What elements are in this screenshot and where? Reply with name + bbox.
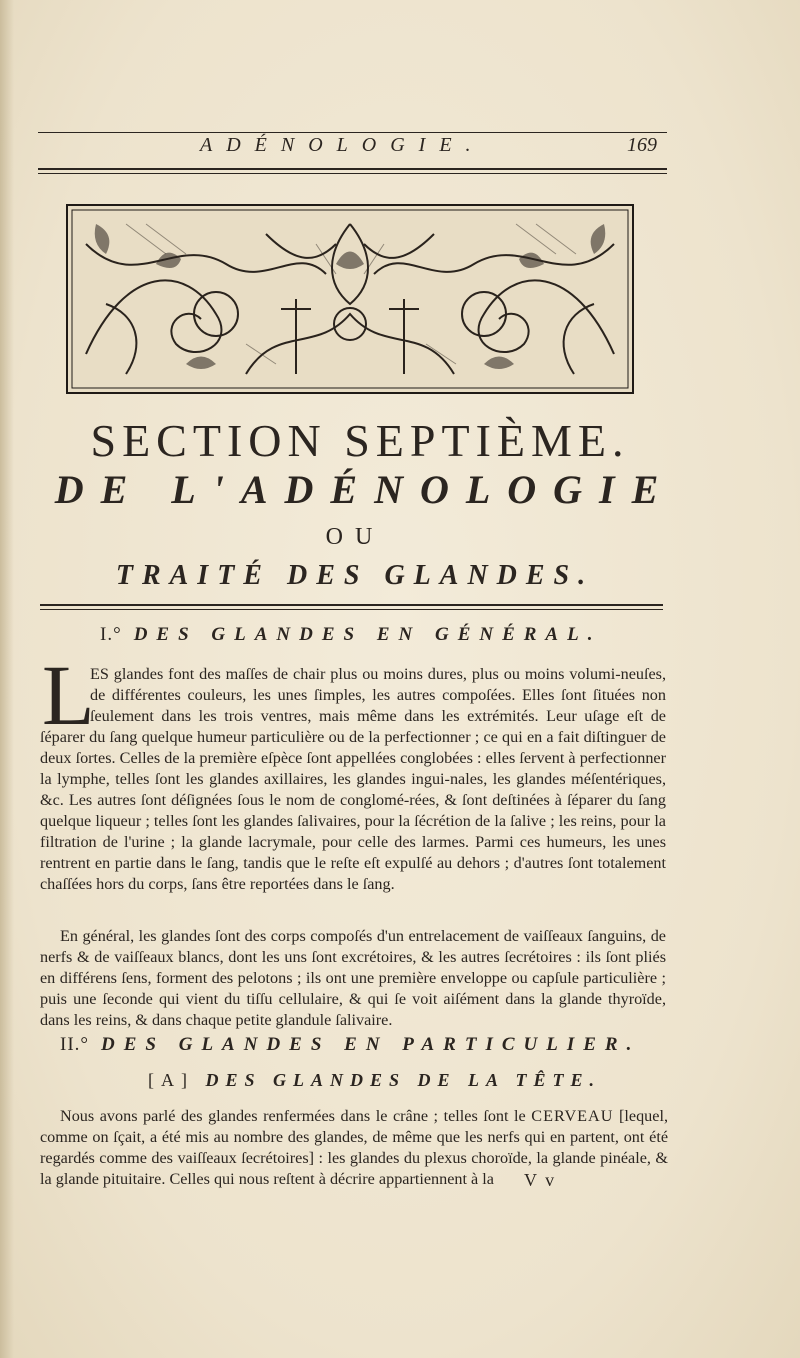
title-rule-thick — [40, 604, 663, 606]
section-title: SECTION SEPTIÈME. — [90, 415, 630, 466]
section-number: II.° — [60, 1034, 90, 1055]
section-number: I.° — [100, 624, 122, 645]
paragraph-1-text: ES glandes font des maſſes de chair plus ou moins dures, plus ou moins volumi-neuſes, de différentes couleurs, les unes ſimples, les autres compoſées. Elles ſont ſituées non ſeulement dans les trois ventres, mais même dans les extrémités. Leur uſage eſt de ſéparer du ſang quelque humeur particulière ou de la perfectionner ; ce qui en a fait diſtinguer de deux ſortes. Celles de la première eſpèce ſont appellées conglobées : elles ſervent à perfectionner la lymphe, telles ſont les glandes axillaires, les glandes ingui-nales, les glandes méſentériques, &c. Les autres ſont déſignées ſous le nom de conglomé-rées, & ſont deſtinées à ſéparer du ſang quelque liqueur ; telles ſont les glandes ſalivaires, pour la ſécrétion de la ſalive ; les reins, pour la filtration de l'urine ; la glande lacrymale, pour celle des larmes. Parmi ces humeurs, les unes rentrent en partie dans le ſang, tandis que le reſte eſt expulſé au dehors ; d'autres ſont totalement chaſſées hors du corps, ſans être reportées dans le ſang. — [40, 665, 666, 893]
paragraph-1 — [40, 664, 666, 895]
subsection-number: [A] — [148, 1070, 194, 1090]
section-subtitle: DE L'ADÉNOLOGIE — [54, 467, 676, 512]
paragraph-3-start: Nous avons parlé des glandes renfermées dans le crâne ; telles ſont le — [60, 1107, 526, 1125]
ornamental-engraved-headpiece — [66, 204, 634, 394]
paragraph-3 — [40, 1106, 668, 1190]
section-heading-text: DES GLANDES EN GÉNÉRAL. — [133, 624, 602, 645]
drop-cap-space — [40, 664, 90, 725]
running-head: ADÉNOLOGIE. — [200, 134, 485, 156]
subsection-heading-text: DES GLANDES DE LA TÊTE. — [205, 1070, 602, 1090]
header-rule-top — [38, 132, 667, 133]
section-conjunction: OU — [325, 524, 385, 550]
header-rule-thin — [38, 173, 667, 174]
section-heading-general — [100, 624, 601, 646]
drop-cap: L — [42, 647, 95, 743]
cerveau-term: CERVEAU — [531, 1107, 614, 1125]
paragraph-2: En général, les glandes ſont des corps compoſés d'un entrelacement de vaiſſeaux ſanguins, de nerfs & de vaiſſeaux blancs, dont les uns ſont excrétoires, & les autres ſecrétoires : ils ſont pliés en différens ſens, forment des pelotons ; ils ont une première enveloppe ou capſule particulière ; puis une ſeconde qui vient du tiſſu cellulaire, & qui ſe voit aiſément dans la glande thyroïde, dans les reins, & dans chaque petite glandule ſalivaire. — [40, 927, 666, 1029]
gutter-shadow — [0, 0, 14, 1358]
page-number: 169 — [627, 134, 657, 156]
section-heading-text: DES GLANDES EN PARTICULIER. — [101, 1034, 641, 1055]
header-rule-bottom — [38, 168, 667, 170]
section-alt-title: TRAITÉ DES GLANDES. — [115, 560, 595, 591]
subsection-heading-head — [148, 1070, 601, 1091]
title-rule-thin — [40, 609, 663, 610]
section-heading-particular — [60, 1034, 640, 1056]
signature-mark: V v — [524, 1170, 557, 1190]
paragraph-3-rest: [lequel, comme on ſçait, a été mis au nombre des glandes, de même que les nerfs qui en partent, ont été regardés comme des vaiſſeaux ſecrétoires] : les glandes du plexus choroïde, la glande pinéale, & la glande pituitaire. Celles qui nous reſtent à décrire appartiennent à la — [40, 1107, 669, 1188]
